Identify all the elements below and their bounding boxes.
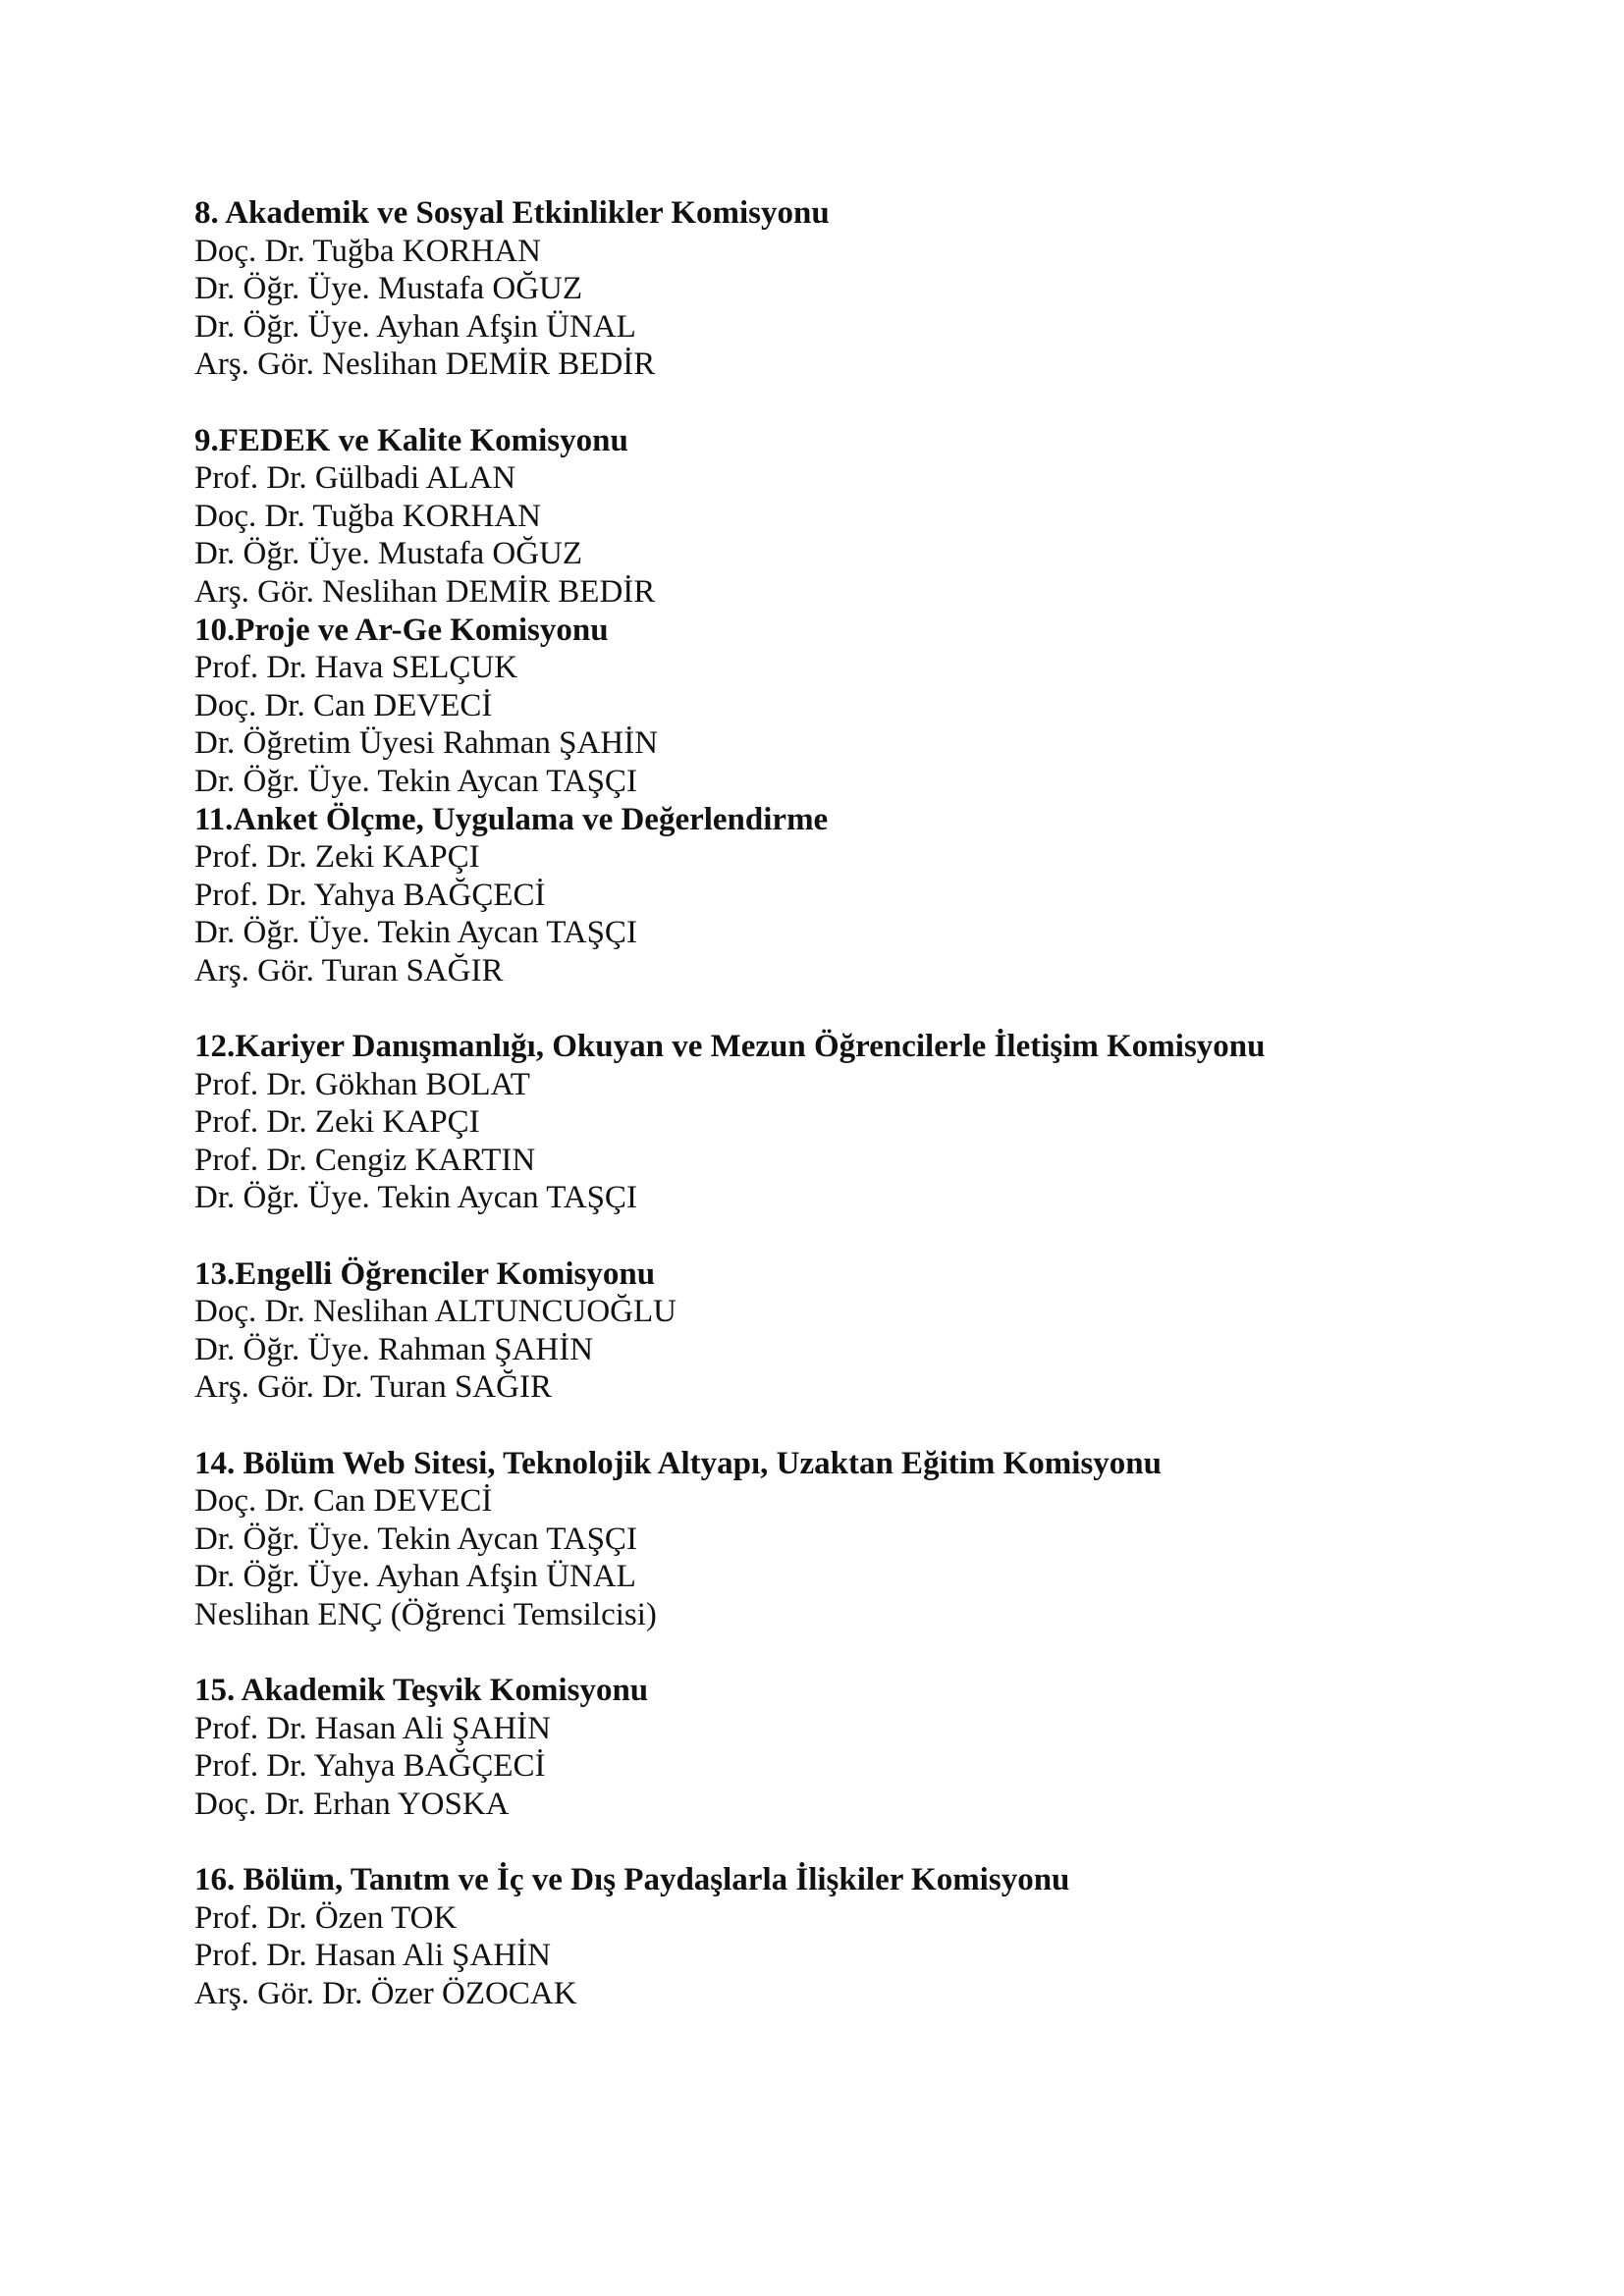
committee-9 bbox=[194, 422, 1490, 612]
member-line: Arş. Gör. Dr. Özer ÖZOCAK bbox=[194, 1975, 577, 2011]
member-line: Dr. Öğr. Üye. Tekin Aycan TAŞÇI bbox=[194, 763, 637, 799]
member-line: Dr. Öğr. Üye. Mustafa OĞUZ bbox=[194, 271, 583, 307]
member-line: Dr. Öğr. Üye. Tekin Aycan TAŞÇI bbox=[194, 915, 637, 951]
member-line: Arş. Gör. Turan SAĞIR bbox=[194, 952, 504, 988]
member-line: Prof. Dr. Yahya BAĞÇECİ bbox=[194, 877, 546, 913]
committee-title: 14. Bölüm Web Sitesi, Teknolojik Altyapı, Uzaktan Eğitim Komisyonu bbox=[194, 1445, 1163, 1481]
committee-title: 12.Kariyer Danışmanlığı, Okuyan ve Mezun Öğrencilerle İletişim Komisyonu bbox=[194, 1029, 1266, 1065]
committee-10 bbox=[194, 612, 1490, 801]
spacer bbox=[194, 1824, 1490, 1862]
member-line: Prof. Dr. Hasan Ali ŞAHİN bbox=[194, 1938, 551, 1974]
committee-title: 16. Bölüm, Tanıtm ve İç ve Dış Paydaşlarla İlişkiler Komisyonu bbox=[194, 1862, 1070, 1898]
committee-15 bbox=[194, 1672, 1490, 1823]
member-line: Prof. Dr. Yahya BAĞÇECİ bbox=[194, 1748, 546, 1785]
member-line: Doç. Dr. Erhan YOSKA bbox=[194, 1786, 510, 1822]
spacer bbox=[194, 989, 1490, 1028]
member-line: Prof. Dr. Hasan Ali ŞAHİN bbox=[194, 1710, 551, 1746]
member-line: Dr. Öğr. Üye. Rahman ŞAHİN bbox=[194, 1331, 594, 1367]
committee-11 bbox=[194, 801, 1490, 990]
spacer bbox=[194, 1634, 1490, 1673]
spacer bbox=[194, 384, 1490, 422]
member-line: Prof. Dr. Gülbadi ALAN bbox=[194, 460, 516, 497]
member-line: Doç. Dr. Can DEVECİ bbox=[194, 687, 493, 723]
member-line: Doç. Dr. Neslihan ALTUNCUOĞLU bbox=[194, 1294, 677, 1330]
member-line: Dr. Öğr. Üye. Tekin Aycan TAŞÇI bbox=[194, 1180, 637, 1216]
member-line: Dr. Öğr. Üye. Ayhan Afşin ÜNAL bbox=[194, 1559, 636, 1595]
member-line: Prof. Dr. Zeki KAPÇI bbox=[194, 1104, 480, 1141]
member-line: Arş. Gör. Dr. Turan SAĞIR bbox=[194, 1369, 552, 1406]
committee-title: 13.Engelli Öğrenciler Komisyonu bbox=[194, 1255, 656, 1292]
member-line: Prof. Dr. Cengiz KARTIN bbox=[194, 1142, 536, 1178]
committee-title: 10.Proje ve Ar-Ge Komisyonu bbox=[194, 612, 609, 648]
member-line: Prof. Dr. Zeki KAPÇI bbox=[194, 839, 480, 876]
member-line: Prof. Dr. Özen TOK bbox=[194, 1899, 458, 1936]
spacer bbox=[194, 1217, 1490, 1255]
member-line: Arş. Gör. Neslihan DEMİR BEDİR bbox=[194, 573, 656, 610]
member-line: Dr. Öğretim Üyesi Rahman ŞAHİN bbox=[194, 725, 659, 762]
member-line: Dr. Öğr. Üye. Tekin Aycan TAŞÇI bbox=[194, 1521, 637, 1557]
spacer bbox=[194, 1407, 1490, 1445]
member-line: Doç. Dr. Tuğba KORHAN bbox=[194, 233, 541, 269]
member-line: Dr. Öğr. Üye. Ayhan Afşin ÜNAL bbox=[194, 308, 636, 345]
committee-13 bbox=[194, 1255, 1490, 1407]
document-page bbox=[194, 194, 1490, 2013]
committee-16 bbox=[194, 1861, 1490, 2012]
member-line: Neslihan ENÇ (Öğrenci Temsilcisi) bbox=[194, 1596, 657, 1632]
member-line: Arş. Gör. Neslihan DEMİR BEDİR bbox=[194, 347, 656, 383]
member-line: Prof. Dr. Gökhan BOLAT bbox=[194, 1066, 530, 1102]
committee-8 bbox=[194, 194, 1490, 384]
member-line: Doç. Dr. Can DEVECİ bbox=[194, 1483, 493, 1520]
committee-title: 15. Akademik Teşvik Komisyonu bbox=[194, 1673, 649, 1709]
committee-title: 9.FEDEK ve Kalite Komisyonu bbox=[194, 422, 628, 458]
member-line: Dr. Öğr. Üye. Mustafa OĞUZ bbox=[194, 536, 583, 572]
committee-title: 11.Anket Ölçme, Uygulama ve Değerlendirme bbox=[194, 801, 829, 837]
committee-12 bbox=[194, 1028, 1490, 1217]
member-line: Doç. Dr. Tuğba KORHAN bbox=[194, 498, 541, 534]
member-line: Prof. Dr. Hava SELÇUK bbox=[194, 650, 518, 686]
committee-title: 8. Akademik ve Sosyal Etkinlikler Komisyonu bbox=[194, 195, 830, 231]
committee-14 bbox=[194, 1445, 1490, 1634]
